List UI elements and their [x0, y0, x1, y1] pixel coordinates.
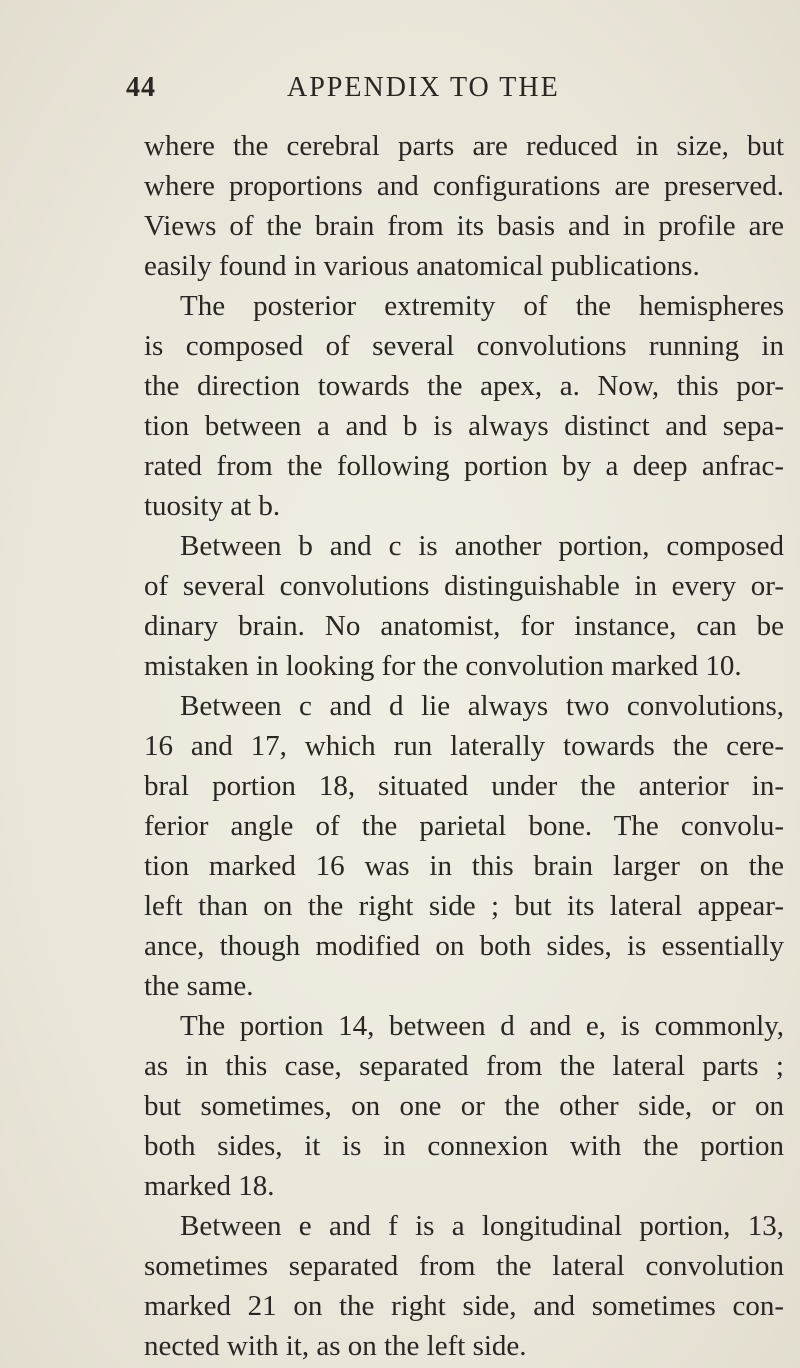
running-head — [0, 72, 800, 112]
text-line: marked 18. — [144, 1170, 275, 1202]
text-line: both sides, it is in connexion with the portion — [144, 1130, 784, 1162]
page-number: 44 — [126, 72, 156, 103]
running-title: APPENDIX TO THE — [287, 72, 560, 103]
text-line: as in this case, separated from the lateral parts ; — [144, 1050, 784, 1082]
text-line: sometimes separated from the lateral convolution — [144, 1250, 784, 1282]
text-line: the same. — [144, 970, 254, 1002]
text-line: Views of the brain from its basis and in profile are — [144, 210, 784, 242]
text-line: marked 21 on the right side, and sometimes con- — [144, 1290, 784, 1322]
text-line: 16 and 17, which run laterally towards the cere- — [144, 730, 784, 762]
text-line: Between c and d lie always two convolutions, — [180, 690, 784, 722]
text-line: The posterior extremity of the hemispheres — [180, 290, 784, 322]
text-line: but sometimes, on one or the other side, or on — [144, 1090, 784, 1122]
text-line: left than on the right side ; but its lateral appear- — [144, 890, 784, 922]
text-line: the direction towards the apex, a. Now, this por- — [144, 370, 784, 402]
text-line: ferior angle of the parietal bone. The convolu- — [144, 810, 784, 842]
text-line: nected with it, as on the left side. — [144, 1330, 527, 1362]
text-line: where the cerebral parts are reduced in size, but — [144, 130, 784, 162]
text-line: ance, though modified on both sides, is essentially — [144, 930, 784, 962]
text-line: easily found in various anatomical publications. — [144, 250, 700, 282]
text-line: where proportions and configurations are preserved. — [144, 170, 784, 202]
text-line: Between e and f is a longitudinal portion, 13, — [180, 1210, 784, 1242]
text-line: mistaken in looking for the convolution marked 10. — [144, 650, 742, 682]
text-line: tuosity at b. — [144, 490, 281, 522]
text-line: tion marked 16 was in this brain larger on the — [144, 850, 784, 882]
text-line: tion between a and b is always distinct and sepa- — [144, 410, 784, 442]
text-line: of several convolutions distinguishable in every or- — [144, 570, 784, 602]
text-line: Between b and c is another portion, composed — [180, 530, 784, 562]
text-line: dinary brain. No anatomist, for instance, can be — [144, 610, 784, 642]
text-line: The portion 14, between d and e, is commonly, — [180, 1010, 784, 1042]
text-line: bral portion 18, situated under the anterior in- — [144, 770, 784, 802]
text-line: is composed of several convolutions running in — [144, 330, 784, 362]
body-text — [144, 126, 784, 1366]
text-line: rated from the following portion by a deep anfrac- — [144, 450, 784, 482]
